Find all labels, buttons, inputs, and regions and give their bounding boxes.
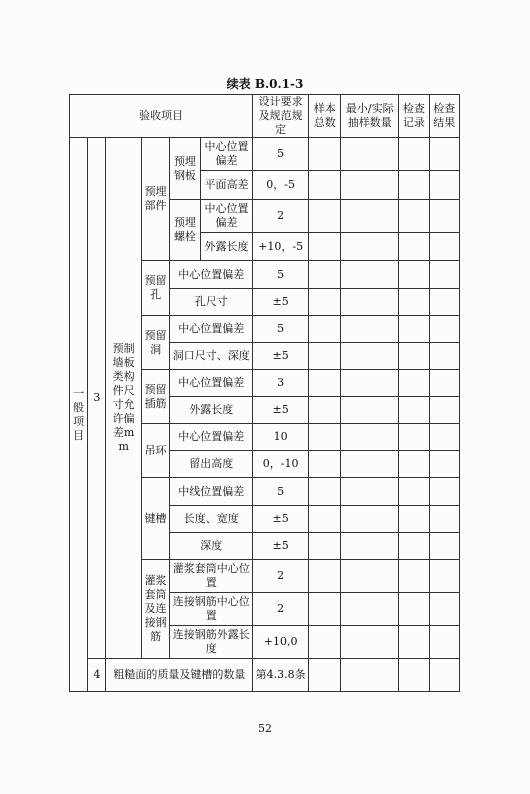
result-cell [429,478,459,506]
row-number-4: 4 [88,659,106,692]
item-value: 3 [253,370,309,397]
bolt-text: 预埋螺栓 [173,216,196,243]
record-cell [399,343,429,370]
item-value: 5 [253,478,309,506]
total-cell [309,659,341,692]
sample-cell [341,593,399,626]
group-text: 预制墙板类构件尺寸允许偏差mm [112,342,135,453]
inspection-table-body [69,94,460,692]
result-cell [429,533,459,560]
embed-text: 预埋部件 [144,185,167,212]
item-label: 洞口尺寸、深度 [170,343,253,370]
item-label: 中心位置偏差 [170,370,253,397]
plate-text: 预埋钢板 [173,154,196,182]
sample-cell [341,343,399,370]
table-row [70,659,460,692]
result-cell [429,506,459,533]
sample-cell [341,289,399,316]
item-value: ±5 [253,533,309,560]
total-cell [309,451,341,478]
sample-cell [341,659,399,692]
item-label: 连接钢筋外露长度 [170,626,253,659]
total-cell [309,626,341,659]
item-value: 5 [253,261,309,289]
sample-cell [341,316,399,343]
item-label: 外露长度 [200,233,253,261]
item-label: 灌浆套筒中心位置 [170,560,253,593]
item-value: ±5 [253,343,309,370]
table-title: 续表 B.0.1-3 [226,77,304,91]
record-cell [399,506,429,533]
hole-cell [141,261,169,316]
record-cell [399,289,429,316]
table-row [70,138,460,171]
header-total-main: 样本总数 [309,95,341,138]
record-cell [399,593,429,626]
record-cell [399,138,429,171]
item-value: +10，-5 [253,233,309,261]
result-cell [429,343,459,370]
group-cell-main [106,138,141,659]
item-label: 平面高差 [200,171,253,200]
total-cell [309,478,341,506]
record-cell [399,370,429,397]
item-label: 长度、宽度 [170,506,253,533]
record-cell [399,397,429,424]
item-value: 5 [253,316,309,343]
item-value: 0，-5 [253,171,309,200]
sample-cell [341,200,399,233]
hole-text: 预留孔 [144,274,167,301]
sample-cell [341,233,399,261]
item-value: 0，-10 [253,451,309,478]
total-cell [309,424,341,451]
total-cell [309,233,341,261]
record-cell [399,659,429,692]
item-value: 2 [253,593,309,626]
record-cell [399,171,429,200]
sample-cell [341,626,399,659]
item-value: 5 [253,138,309,171]
sample-cell [341,560,399,593]
rebar-text: 预留插筋 [144,382,167,410]
record-cell [399,233,429,261]
record-cell [399,200,429,233]
result-cell [429,200,459,233]
header-result-main: 检查结果 [429,95,459,138]
total-cell [309,560,341,593]
header-sample-main: 最小/实际抽样数量 [341,95,399,138]
result-cell [429,593,459,626]
ring-text: 吊环 [144,443,167,457]
plate-cell [170,138,200,200]
header-item-main: 验收项目 [70,95,253,138]
item-value: ±5 [253,506,309,533]
ring-cell [141,424,169,478]
total-cell [309,533,341,560]
sample-cell [341,397,399,424]
rebar-cell [141,370,169,424]
sample-cell [341,478,399,506]
sleeve-text: 灌浆套筒及连接钢筋 [144,574,167,643]
result-cell [429,626,459,659]
item-value: ±5 [253,397,309,424]
total-cell [309,138,341,171]
header-design-main: 设计要求及规范规定 [253,95,309,138]
result-cell [429,424,459,451]
total-cell [309,316,341,343]
item-label: 连接钢筋中心位置 [170,593,253,626]
record-cell [399,560,429,593]
record-cell [399,533,429,560]
total-cell [309,200,341,233]
keyslot-cell [141,478,169,560]
item-label: 留出高度 [170,451,253,478]
record-cell [399,424,429,451]
result-cell [429,233,459,261]
sample-cell [341,138,399,171]
sample-cell [341,370,399,397]
result-cell [429,138,459,171]
total-cell [309,397,341,424]
sample-cell [341,171,399,200]
result-cell [429,289,459,316]
result-cell [429,261,459,289]
item-label: 中心位置偏差 [170,316,253,343]
result-cell [429,451,459,478]
opening-cell [141,316,169,370]
record-cell [399,626,429,659]
sample-cell [341,533,399,560]
result-cell [429,560,459,593]
sleeve-cell [141,560,169,659]
result-cell [429,370,459,397]
item-label: 深度 [170,533,253,560]
sample-cell [341,506,399,533]
total-cell [309,506,341,533]
item-label: 孔尺寸 [170,289,253,316]
result-cell [429,171,459,200]
record-cell [399,478,429,506]
page-number: 52 [258,722,272,735]
item-value: 2 [253,560,309,593]
sample-cell [341,424,399,451]
item-value: 2 [253,200,309,233]
total-cell [309,171,341,200]
total-cell [309,289,341,316]
embed-cell-main [141,138,169,261]
result-cell [429,316,459,343]
item-label: 中心位置偏差 [170,424,253,451]
row-number-3-main: 3 [88,138,106,659]
total-cell [309,343,341,370]
total-cell [309,593,341,626]
record-cell [399,451,429,478]
item-label: 中心位置偏差 [200,138,253,171]
category-cell-main [70,138,88,692]
opening-text: 预留洞 [144,328,167,356]
result-cell [429,659,459,692]
header-row-main [70,95,460,138]
item-value: 第4.3.8条 [253,659,309,692]
category-text: 一般项目 [73,386,85,442]
total-cell [309,261,341,289]
result-cell [429,397,459,424]
bolt-cell [170,200,200,261]
item-label: 中心位置偏差 [200,200,253,233]
item-label: 外露长度 [170,397,253,424]
keyslot-text: 键槽 [144,511,167,525]
item-value: 10 [253,424,309,451]
sample-cell [341,451,399,478]
header-record-main: 检查记录 [399,95,429,138]
item-label: 粗糙面的质量及键槽的数量 [106,659,253,692]
item-label: 中线位置偏差 [170,478,253,506]
record-cell [399,261,429,289]
item-value: +10,0 [253,626,309,659]
total-cell [309,370,341,397]
sample-cell [341,261,399,289]
item-label: 中心位置偏差 [170,261,253,289]
item-value: ±5 [253,289,309,316]
record-cell [399,316,429,343]
